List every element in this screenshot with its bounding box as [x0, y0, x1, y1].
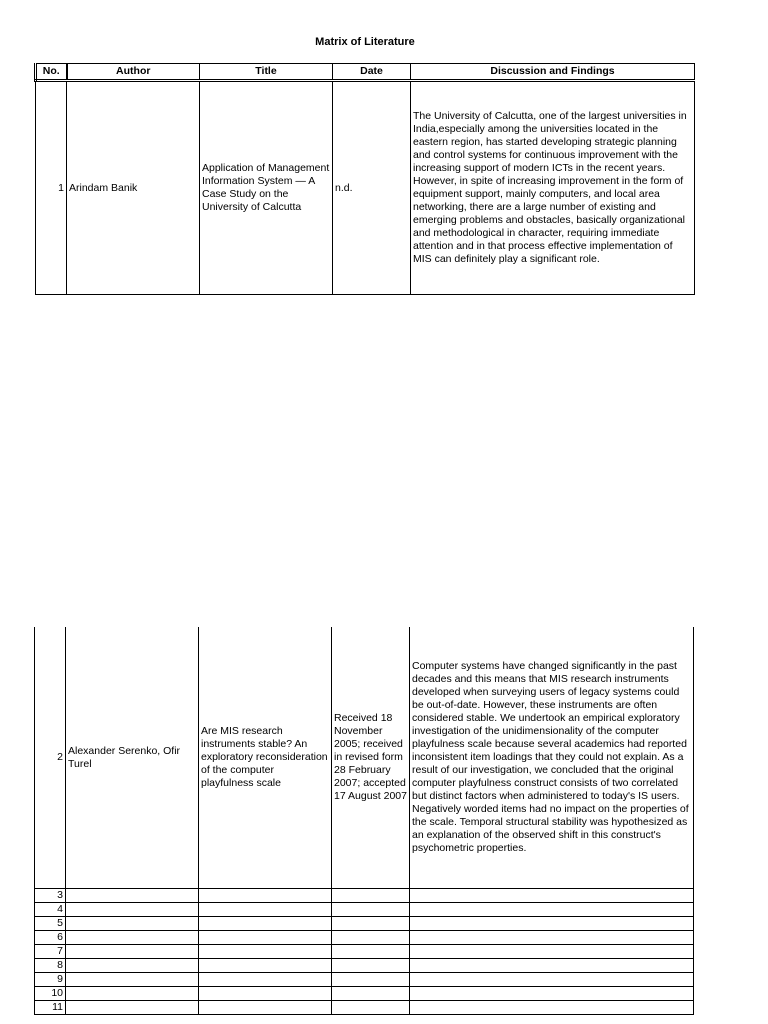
header-author: Author	[67, 64, 200, 81]
table-row-empty	[35, 1001, 694, 1015]
entry-number: 3	[35, 889, 66, 903]
entry-title: Application of Management Information System — A Case Study on the University of Calcutta	[200, 81, 333, 295]
entry-date	[332, 973, 410, 987]
entry-date	[332, 889, 410, 903]
entry-title	[199, 903, 332, 917]
entry-number: 8	[35, 959, 66, 973]
entry-date: n.d.	[333, 81, 411, 295]
table-row-empty	[35, 945, 694, 959]
entry-discussion	[410, 945, 694, 959]
entry-author: Arindam Banik	[67, 81, 200, 295]
entry-number: 11	[35, 1001, 66, 1015]
entry-title	[199, 1001, 332, 1015]
entry-title	[199, 889, 332, 903]
entry-number: 7	[35, 945, 66, 959]
entry-discussion	[410, 903, 694, 917]
entry-number: 6	[35, 931, 66, 945]
entry-date: Received 18 November 2005; received in revised form 28 February 2007; accepted 17 August 2007	[332, 627, 410, 889]
entry-number: 10	[35, 987, 66, 1001]
entry-title	[199, 945, 332, 959]
literature-table-continued	[34, 627, 694, 1015]
entry-number: 4	[35, 903, 66, 917]
header-date: Date	[333, 64, 411, 81]
entry-discussion	[410, 973, 694, 987]
table-row-empty	[35, 889, 694, 903]
entry-author: Alexander Serenko, Ofir Turel	[66, 627, 199, 889]
entry-date	[332, 903, 410, 917]
header-discussion: Discussion and Findings	[411, 64, 695, 81]
table-row-empty	[35, 959, 694, 973]
entry-author	[66, 903, 199, 917]
entry-number: 1	[36, 81, 67, 295]
literature-table	[34, 63, 695, 295]
entry-author	[66, 959, 199, 973]
entry-discussion	[410, 1001, 694, 1015]
entry-discussion	[410, 931, 694, 945]
table-row-empty	[35, 973, 694, 987]
table-row-empty	[35, 931, 694, 945]
table-row	[35, 627, 694, 889]
entry-author	[66, 987, 199, 1001]
table-row-empty	[35, 917, 694, 931]
empty-rows	[35, 889, 694, 1015]
entry-date	[332, 959, 410, 973]
header-no: No.	[36, 64, 67, 81]
entry-author	[66, 889, 199, 903]
table-row-empty	[35, 987, 694, 1001]
entry-title	[199, 987, 332, 1001]
entry-title: Are MIS research instruments stable? An exploratory reconsideration of the computer playfulness scale	[199, 627, 332, 889]
table-row-empty	[35, 903, 694, 917]
entry-date	[332, 1001, 410, 1015]
header-title: Title	[200, 64, 333, 81]
table-header-row	[36, 64, 695, 81]
entry-discussion: Computer systems have changed significantly in the past decades and this means that MIS research instruments developed when surveying users of legacy systems could be out-of-date. However, these instruments are often considered stable. We undertook an empirical exploratory investigation of the unidimensionality of the computer playfulness scale because several academics had reported inconsistent item loadings that they could not explain. As a result of our investigation, we concluded that the original computer playfulness construct consists of two correlated but distinct factors when administered to today's IS users. Negatively worded items had no impact on the properties of the scale. Temporal structural stability was hypothesized as an explanation of the observed shift in this construct's psychometric properties.	[410, 627, 694, 889]
entry-author	[66, 945, 199, 959]
entry-discussion: The University of Calcutta, one of the largest universities in India,especially among the universities located in the eastern region, has started developing strategic planning and control systems for continuous improvement with the increasing support of modern ICTs in the recent years. However, in spite of increasing improvement in the form of equipment support, mainly computers, and local area networking, there are a large number of existing and emerging problems and obstacles, basically organizational and methodological in character, requiring immediate attention and in that process effective implementation of MIS can definitely play a significant role.	[411, 81, 695, 295]
page-title: Matrix of Literature	[315, 36, 415, 48]
entry-title	[199, 931, 332, 945]
entry-discussion	[410, 987, 694, 1001]
entry-author	[66, 931, 199, 945]
entry-date	[332, 987, 410, 1001]
table-row	[36, 81, 695, 295]
entry-discussion	[410, 889, 694, 903]
entry-number: 5	[35, 917, 66, 931]
entry-author	[66, 973, 199, 987]
entry-author	[66, 1001, 199, 1015]
entry-title	[199, 973, 332, 987]
entry-date	[332, 945, 410, 959]
entry-discussion	[410, 917, 694, 931]
entry-number: 9	[35, 973, 66, 987]
entry-author	[66, 917, 199, 931]
entry-title	[199, 917, 332, 931]
entry-discussion	[410, 959, 694, 973]
entry-number: 2	[35, 627, 66, 889]
entry-date	[332, 917, 410, 931]
entry-title	[199, 959, 332, 973]
entry-date	[332, 931, 410, 945]
